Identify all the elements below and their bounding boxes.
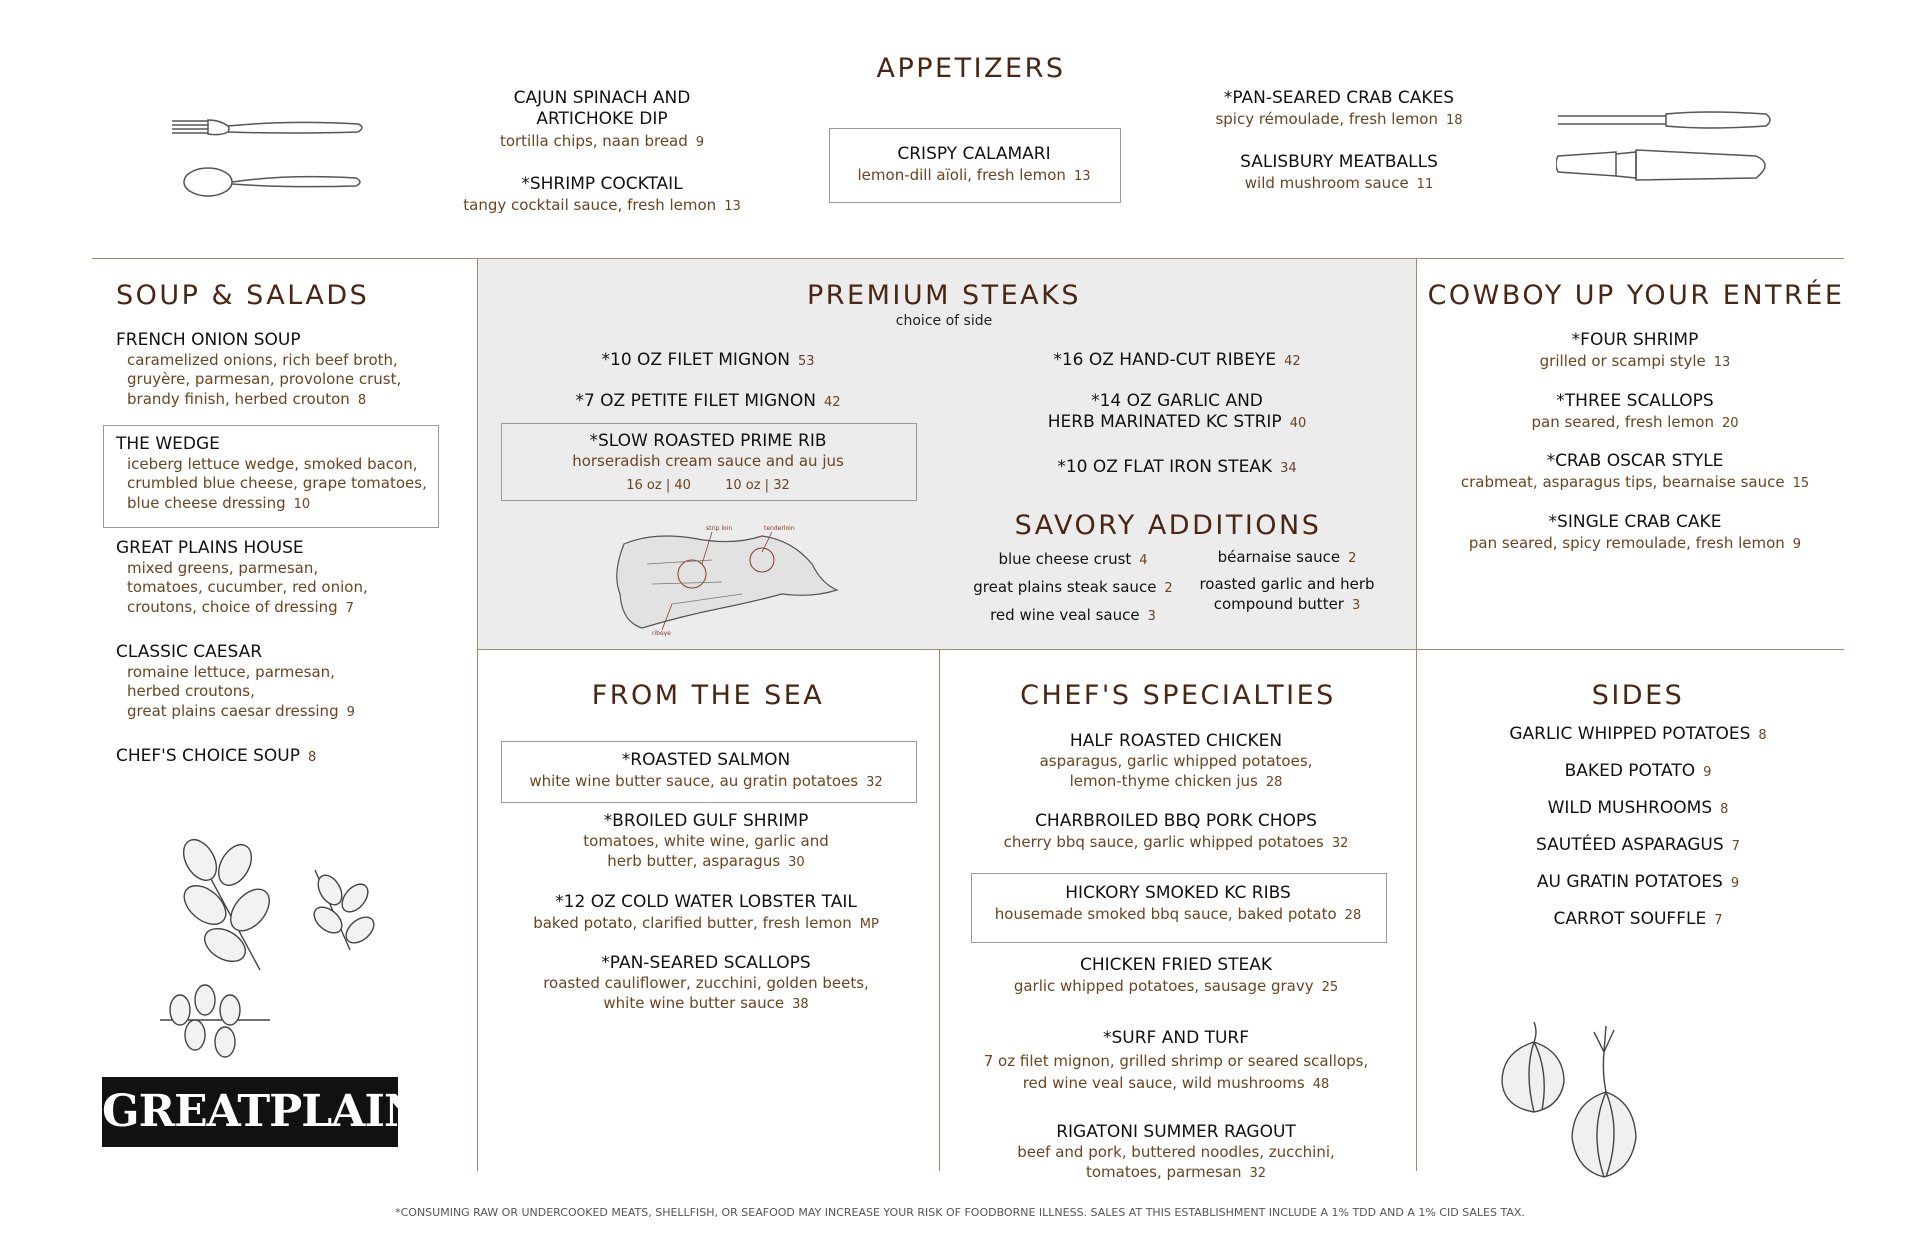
item-name: GREAT PLAINS HOUSE bbox=[116, 538, 304, 558]
item-desc: tomatoes, parmesan bbox=[1085, 1163, 1242, 1181]
item-price: 30 bbox=[788, 855, 805, 870]
item-name: FRENCH ONION SOUP bbox=[116, 330, 301, 350]
item-desc: herbed croutons, bbox=[127, 682, 255, 700]
item-price: 13 bbox=[724, 199, 741, 215]
item-price: MP bbox=[859, 917, 879, 933]
item-name: RIGATONI SUMMER RAGOUT bbox=[1056, 1122, 1296, 1142]
item-name: *BROILED GULF SHRIMP bbox=[603, 811, 809, 831]
item-name: compound butter bbox=[1213, 594, 1344, 613]
soup-item bbox=[116, 330, 401, 409]
item-price: 8 bbox=[1720, 802, 1729, 817]
cowboy-item bbox=[1469, 512, 1801, 554]
item-price: 7 bbox=[345, 600, 354, 616]
cowboy-title: COWBOY UP YOUR ENTRÉE bbox=[1427, 280, 1845, 311]
side-item bbox=[1509, 724, 1766, 745]
item-name: *CRAB OSCAR STYLE bbox=[1546, 451, 1724, 471]
item-desc: horseradish cream sauce and au jus bbox=[572, 452, 844, 471]
item-desc: lemon-dill aïoli, fresh lemon bbox=[857, 166, 1066, 185]
item-price: 48 bbox=[1312, 1077, 1330, 1093]
item-name: CRISPY CALAMARI bbox=[897, 144, 1051, 164]
side-item bbox=[1554, 909, 1723, 930]
additions-title: SAVORY ADDITIONS bbox=[1014, 510, 1322, 541]
item-price: 32 bbox=[1249, 1166, 1267, 1181]
item-price: 28 bbox=[1344, 908, 1362, 924]
item-price: 42 bbox=[824, 395, 841, 410]
item-name: *PAN-SEARED CRAB CAKES bbox=[1223, 88, 1455, 108]
item-name: SAUTÉED ASPARAGUS bbox=[1536, 835, 1724, 855]
item-desc: lemon-thyme chicken jus bbox=[1069, 772, 1258, 790]
item-desc: croutons, choice of dressing bbox=[127, 597, 338, 616]
garlic-onion-icon bbox=[1494, 1012, 1644, 1182]
item-price: 20 bbox=[1721, 416, 1739, 432]
item-name: ARTICHOKE DIP bbox=[536, 109, 668, 130]
chef-item bbox=[1017, 1122, 1335, 1182]
middle-divider bbox=[477, 649, 1844, 650]
item-price: 7 bbox=[1731, 839, 1740, 854]
addition-item bbox=[998, 549, 1147, 569]
item-price: 53 bbox=[797, 354, 815, 369]
item-price: 9 bbox=[346, 704, 355, 720]
cowboy-item bbox=[1540, 330, 1731, 372]
item-name: CHEF'S CHOICE SOUP bbox=[116, 746, 300, 766]
item-desc: tangy cocktail sauce, fresh lemon bbox=[463, 196, 717, 215]
knife-fork-icon bbox=[1556, 104, 1778, 194]
item-desc: iceberg lettuce wedge, smoked bacon, bbox=[127, 455, 418, 474]
item-desc: pan seared, fresh lemon bbox=[1531, 413, 1714, 432]
item-price: 2 bbox=[1164, 581, 1173, 596]
item-price: 8 bbox=[307, 750, 317, 765]
sea-item bbox=[529, 750, 882, 792]
item-price: 40 bbox=[1289, 416, 1307, 432]
item-name: CLASSIC CAESAR bbox=[116, 642, 263, 662]
item-name: blue cheese crust bbox=[998, 550, 1132, 568]
item-name: AU GRATIN POTATOES bbox=[1536, 872, 1723, 892]
item-name: GARLIC WHIPPED POTATOES bbox=[1509, 724, 1751, 744]
item-name: CARROT SOUFFLE bbox=[1553, 909, 1707, 929]
item-name: béarnaise sauce bbox=[1217, 548, 1341, 566]
item-price: 38 bbox=[792, 997, 809, 1012]
item-name: HALF ROASTED CHICKEN bbox=[1069, 731, 1283, 751]
item-name: WILD MUSHROOMS bbox=[1547, 798, 1713, 818]
item-name: *14 OZ GARLIC AND bbox=[1091, 391, 1263, 411]
footer-disclaimer: *CONSUMING RAW OR UNDERCOOKED MEATS, SHELLFISH, OR SEAFOOD MAY INCREASE YOUR RISK OF FOODBORNE ILLNESS. SALES AT THIS ESTABLISHMENT INCLUDE A 1% TDD AND A 1% CID SALES TAX. bbox=[395, 1206, 1525, 1219]
item-desc: brandy finish, herbed crouton bbox=[127, 389, 350, 408]
item-desc: caramelized onions, rich beef broth, bbox=[127, 351, 398, 370]
strip-label: strip loin bbox=[706, 525, 733, 532]
herb-sprig-icon bbox=[150, 820, 410, 1070]
item-price: 13 bbox=[1073, 169, 1091, 185]
item-price: 15 bbox=[1792, 476, 1810, 492]
side-item bbox=[1536, 835, 1740, 856]
item-price: 32 bbox=[1331, 836, 1349, 852]
item-desc: crumbled blue cheese, grape tomatoes, bbox=[127, 474, 427, 492]
item-desc: romaine lettuce, parmesan, bbox=[127, 663, 335, 682]
item-price: 18 bbox=[1446, 113, 1463, 129]
side-item bbox=[1537, 872, 1739, 893]
item-desc: tomatoes, cucumber, red onion, bbox=[127, 578, 368, 596]
item-price: 9 bbox=[1730, 876, 1740, 891]
ribeye-label: ribeye bbox=[652, 630, 671, 636]
item-name: CHARBROILED BBQ PORK CHOPS bbox=[1035, 811, 1317, 831]
item-name: *THREE SCALLOPS bbox=[1556, 391, 1714, 411]
appetizer-item bbox=[1215, 88, 1462, 130]
item-name: *SLOW ROASTED PRIME RIB bbox=[589, 431, 827, 451]
item-desc: crabmeat, asparagus tips, bearnaise sauce bbox=[1460, 473, 1785, 492]
item-price: 3 bbox=[1351, 597, 1361, 613]
item-desc: tomatoes, white wine, garlic and bbox=[583, 832, 829, 851]
item-price: 8 bbox=[357, 392, 367, 408]
addition-item bbox=[973, 577, 1172, 597]
item-name: *10 OZ FILET MIGNON bbox=[601, 350, 790, 370]
side-item bbox=[1548, 798, 1729, 819]
steak-item bbox=[602, 350, 815, 371]
chef-item bbox=[984, 1028, 1369, 1094]
item-name: SALISBURY MEATBALLS bbox=[1240, 152, 1438, 172]
item-price: 11 bbox=[1416, 177, 1434, 193]
item-name: *ROASTED SALMON bbox=[621, 750, 791, 770]
appetizers-title: APPETIZERS bbox=[876, 53, 1066, 84]
item-price: 2 bbox=[1348, 551, 1357, 566]
side-item bbox=[1565, 761, 1712, 782]
item-desc: herb butter, asparagus bbox=[607, 852, 781, 870]
item-desc: gruyère, parmesan, provolone crust, bbox=[127, 370, 402, 388]
item-price: 9 bbox=[695, 134, 705, 150]
soup-item bbox=[116, 746, 316, 767]
sea-title: FROM THE SEA bbox=[591, 680, 825, 711]
item-desc: blue cheese dressing bbox=[127, 493, 286, 512]
chef-item bbox=[1014, 955, 1338, 997]
divider-right bbox=[1416, 259, 1417, 1171]
size-label: 16 oz bbox=[626, 478, 662, 493]
item-desc: beef and pork, buttered noodles, zucchini, bbox=[1017, 1143, 1335, 1162]
appetizer-item bbox=[858, 144, 1091, 186]
sea-item bbox=[583, 811, 828, 871]
item-desc: pan seared, spicy remoulade, fresh lemon bbox=[1468, 534, 1785, 553]
steak-item bbox=[1053, 350, 1300, 371]
chef-item bbox=[1004, 811, 1349, 853]
item-name: *FOUR SHRIMP bbox=[1571, 330, 1699, 350]
item-desc: baked potato, clarified butter, fresh lemon bbox=[533, 914, 852, 933]
item-price: 10 bbox=[293, 496, 311, 512]
item-price: 32 bbox=[773, 478, 790, 493]
addition-item bbox=[1199, 575, 1374, 614]
item-desc: grilled or scampi style bbox=[1539, 352, 1706, 371]
steak-item bbox=[1048, 391, 1306, 434]
item-price: 42 bbox=[1284, 354, 1301, 369]
soup-item bbox=[116, 538, 368, 617]
item-name: *SHRIMP COCKTAIL bbox=[521, 174, 683, 194]
beef-cut-diagram bbox=[612, 524, 842, 636]
item-price: 9 bbox=[1703, 765, 1712, 780]
item-desc: 7 oz filet mignon, grilled shrimp or seared scallops, bbox=[983, 1052, 1369, 1071]
item-desc: great plains caesar dressing bbox=[127, 701, 339, 720]
item-price: 8 bbox=[1758, 728, 1767, 743]
item-name: red wine veal sauce bbox=[990, 606, 1140, 624]
soups-title: SOUP & SALADS bbox=[116, 280, 370, 311]
item-price: 34 bbox=[1280, 461, 1297, 476]
steak-item bbox=[575, 391, 840, 412]
item-desc: tortilla chips, naan bread bbox=[499, 131, 688, 150]
chef-item bbox=[1040, 731, 1313, 791]
soup-item bbox=[116, 434, 427, 513]
item-name: *PAN-SEARED SCALLOPS bbox=[601, 953, 811, 973]
item-desc: mixed greens, parmesan, bbox=[127, 559, 319, 578]
item-price: 13 bbox=[1713, 355, 1731, 371]
divider-left bbox=[477, 259, 478, 1171]
great-plains-logo: GREATPLAINS bbox=[102, 1077, 398, 1147]
fork-spoon-icon bbox=[168, 112, 368, 212]
addition-item bbox=[1218, 547, 1357, 567]
appetizer-item bbox=[500, 88, 704, 151]
appetizer-item bbox=[463, 174, 740, 216]
cowboy-item bbox=[1461, 451, 1809, 493]
sea-item bbox=[543, 953, 869, 1013]
item-name: BAKED POTATO bbox=[1564, 761, 1696, 781]
item-name: roasted garlic and herb bbox=[1199, 575, 1375, 593]
item-desc: garlic whipped potatoes, sausage gravy bbox=[1013, 977, 1314, 996]
sides-title: SIDES bbox=[1591, 680, 1685, 711]
item-price: 3 bbox=[1147, 609, 1156, 624]
tender-label: tenderloin bbox=[764, 525, 795, 532]
item-desc: white wine butter sauce bbox=[603, 994, 785, 1012]
soup-item bbox=[116, 642, 355, 721]
item-price: 4 bbox=[1139, 553, 1148, 568]
item-price: 25 bbox=[1321, 980, 1339, 996]
item-name: CHICKEN FRIED STEAK bbox=[1079, 955, 1273, 975]
item-name: *16 OZ HAND-CUT RIBEYE bbox=[1053, 350, 1277, 370]
item-price: 40 bbox=[674, 478, 691, 493]
item-price: 9 bbox=[1792, 537, 1802, 553]
cowboy-item bbox=[1531, 391, 1738, 433]
item-desc: roasted cauliflower, zucchini, golden beets, bbox=[543, 974, 869, 993]
item-desc: housemade smoked bbq sauce, baked potato bbox=[994, 905, 1337, 924]
appetizer-item bbox=[1240, 152, 1438, 194]
item-desc: wild mushroom sauce bbox=[1244, 174, 1409, 193]
item-name: *12 OZ COLD WATER LOBSTER TAIL bbox=[555, 892, 857, 912]
item-name: *SURF AND TURF bbox=[1103, 1028, 1249, 1048]
item-name: HERB MARINATED KC STRIP bbox=[1047, 412, 1282, 433]
divider-mid-lower bbox=[939, 649, 940, 1171]
item-name: THE WEDGE bbox=[116, 434, 220, 454]
sea-item bbox=[533, 892, 879, 934]
item-price: 28 bbox=[1265, 775, 1283, 790]
addition-item bbox=[990, 605, 1156, 625]
item-name: HICKORY SMOKED KC RIBS bbox=[1065, 883, 1291, 903]
steaks-title: PREMIUM STEAKS bbox=[806, 280, 1082, 311]
item-name: *10 OZ FLAT IRON STEAK bbox=[1057, 457, 1273, 477]
item-desc: cherry bbq sauce, garlic whipped potatoes bbox=[1003, 833, 1324, 852]
chef-title: CHEF'S SPECIALTIES bbox=[1020, 680, 1336, 711]
item-name: great plains steak sauce bbox=[973, 578, 1157, 596]
item-name: *7 OZ PETITE FILET MIGNON bbox=[575, 391, 816, 411]
item-desc: asparagus, garlic whipped potatoes, bbox=[1039, 752, 1313, 771]
item-desc: spicy rémoulade, fresh lemon bbox=[1215, 110, 1438, 129]
item-name: *SINGLE CRAB CAKE bbox=[1548, 512, 1722, 532]
steaks-subtitle: choice of side bbox=[895, 313, 993, 329]
size-label: 10 oz bbox=[725, 478, 761, 493]
item-desc: white wine butter sauce, au gratin potatoes bbox=[529, 772, 859, 791]
item-price: 32 bbox=[866, 775, 883, 791]
item-name: CAJUN SPINACH AND bbox=[513, 88, 691, 108]
item-price: 7 bbox=[1714, 913, 1723, 928]
item-desc: red wine veal sauce, wild mushrooms bbox=[1022, 1074, 1305, 1093]
steak-item bbox=[1057, 457, 1296, 478]
steak-item: *SLOW ROASTED PRIME RIB horseradish cream sauce and au jus 16 oz | 40 10 oz | 32 bbox=[572, 431, 844, 493]
beef-outline bbox=[617, 536, 837, 628]
chef-item bbox=[995, 883, 1361, 925]
